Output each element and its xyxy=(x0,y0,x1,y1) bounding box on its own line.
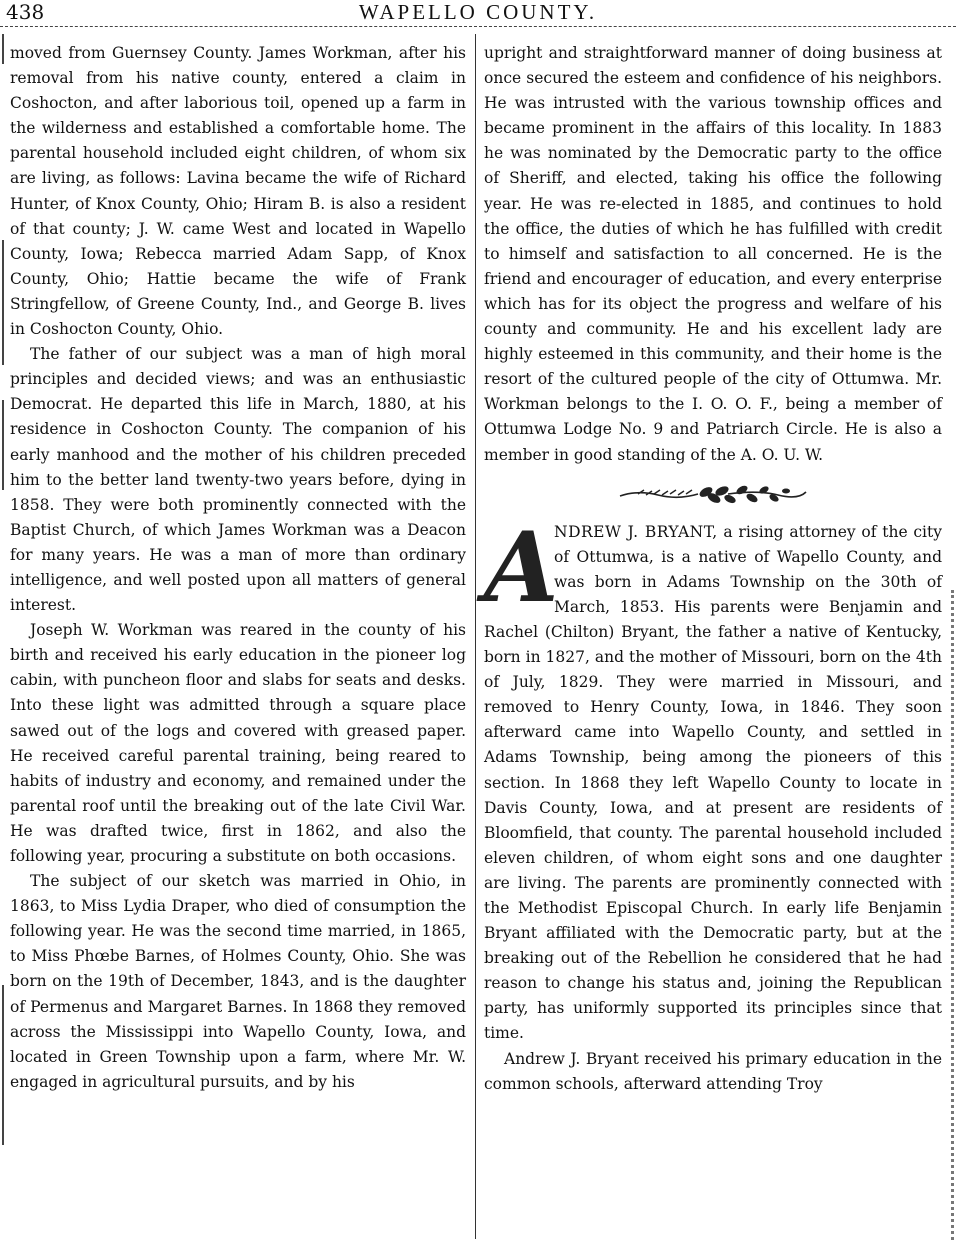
bryant-biography-intro xyxy=(484,510,942,1047)
margin-mark xyxy=(2,985,4,1145)
page-header xyxy=(0,0,956,24)
paragraph: upright and straightforward manner of doing business at once secured the esteem and confidence of his neighbors. He was intrusted with the various township offices and became prominent in the affairs of this locality. In 1883 he was nominated by the Democratic party to the office of Sheriff, and elected, taking his office the following year. He was re-elected in 1885, and continues to hold the office, the duties of which he has fulfilled with credit to himself and satisfaction to all concerned. He is the friend and encourager of education, and every enterprise which has for its object the progress and welfare of his county and community. He and his excellent lady are highly esteemed in this community, and their home is the resort of the cultured people of the city of Ottumwa. Mr. Workman belongs to the I. O. O. F., being a member of Ottumwa Lodge No. 9 and Patriarch Circle. He is also a member in good standing of the A. O. U. W. xyxy=(484,44,942,464)
running-title: WAPELLO COUNTY. xyxy=(358,0,598,24)
paragraph: Joseph W. Workman was reared in the county of his birth and received his early education in the pioneer log cabin, with puncheon floor and slabs for seats and desks. Into these light was admitted through a square place sawed out of the logs and covered with greased paper. He received careful parental training, being reared to habits of industry and economy, and remained under the parental roof until the breaking out of the late Civil War. He was drafted twice, first in 1862, and also the following year, procuring a substitute on both occasions. xyxy=(10,621,466,865)
floral-ornament-icon xyxy=(618,478,808,508)
right-column xyxy=(484,41,942,1097)
paragraph: moved from Guernsey County. James Workman, after his removal from his native county, entered a claim in Coshocton, and after laborious toil, opened up a farm in the wilderness and established a comfortable home. The parental household included eight children, of whom six are living, as follows: Lavina became the wife of Richard Hunter, of Knox County, Ohio; Hiram B. is also a resident of that county; J. W. came West and located in Wapello County, Iowa; Rebecca married Adam Sapp, of Knox County, Ohio; Hattie became the wife of Frank Stringfellow, of Greene County, Ind., and George B. lives in Coshocton County, Ohio. xyxy=(10,44,466,339)
ornate-drop-cap: A xyxy=(484,510,559,624)
column-divider xyxy=(475,34,476,1239)
subject-name-lead: NDREW J. BRYANT, xyxy=(554,522,718,541)
right-edge-rule xyxy=(951,590,954,1240)
header-rule xyxy=(0,26,956,27)
ornamental-divider xyxy=(484,474,942,512)
page-number: 438 xyxy=(6,0,45,24)
margin-mark xyxy=(2,34,4,64)
paragraph: a rising attorney of the city of Ottumwa, is a native of Wapello County, and was born in Adams Township on the 30th of March, 1853. His parents were Benjamin and Rachel (Chilton) Bryant, the father a native of Kentucky, born in 1827, and the mother of Missouri, born on the 4th of July, 1829. They were married in Missouri, and removed to Henry County, Iowa, in 1846. They soon afterward came into Wapello County, and settled in Adams Township, being among the pioneers of this section. In 1868 they left Wapello County to locate in Davis County, Iowa, and at present are residents of Bloomfield, that county. The parental household included eleven children, of whom eight sons and one daughter are living. The parents are prominently connected with the Methodist Episcopal Church. In early life Benjamin Bryant affiliated with the Democratic party, but at the breaking out of the Rebellion he considered that he had reason to change his status and, joining the Republican party, has uniformly supported its principles since that time. xyxy=(484,522,942,1043)
margin-mark xyxy=(2,400,4,490)
paragraph: The subject of our sketch was married in Ohio, in 1863, to Miss Lydia Draper, who died of consumption the following year. He was the second time married, in 1865, to Miss Phœbe Barnes, of Holmes County, Ohio. She was born on the 19th of December, 1843, and is the daughter of Permenus and Margaret Barnes. In 1868 they removed across the Mississippi into Wapello County, Iowa, and located in Green Township upon a farm, where Mr. W. engaged in agricultural pursuits, and by his xyxy=(10,872,466,1091)
left-column xyxy=(10,41,466,1095)
paragraph: The father of our subject was a man of high moral principles and decided views; and was an enthusiastic Democrat. He departed this life in March, 1880, at his residence in Coshocton County. The companion of his early manhood and the mother of his children preceded him to the better land twenty-two years before, dying in 1858. They were both prominently connected with the Baptist Church, of which James Workman was a Deacon for many years. He was a man of more than ordinary intelligence, and well posted upon all matters of general interest. xyxy=(10,345,466,615)
margin-mark xyxy=(2,240,4,365)
paragraph: Andrew J. Bryant received his primary education in the common schools, afterward attending Troy xyxy=(484,1049,942,1093)
